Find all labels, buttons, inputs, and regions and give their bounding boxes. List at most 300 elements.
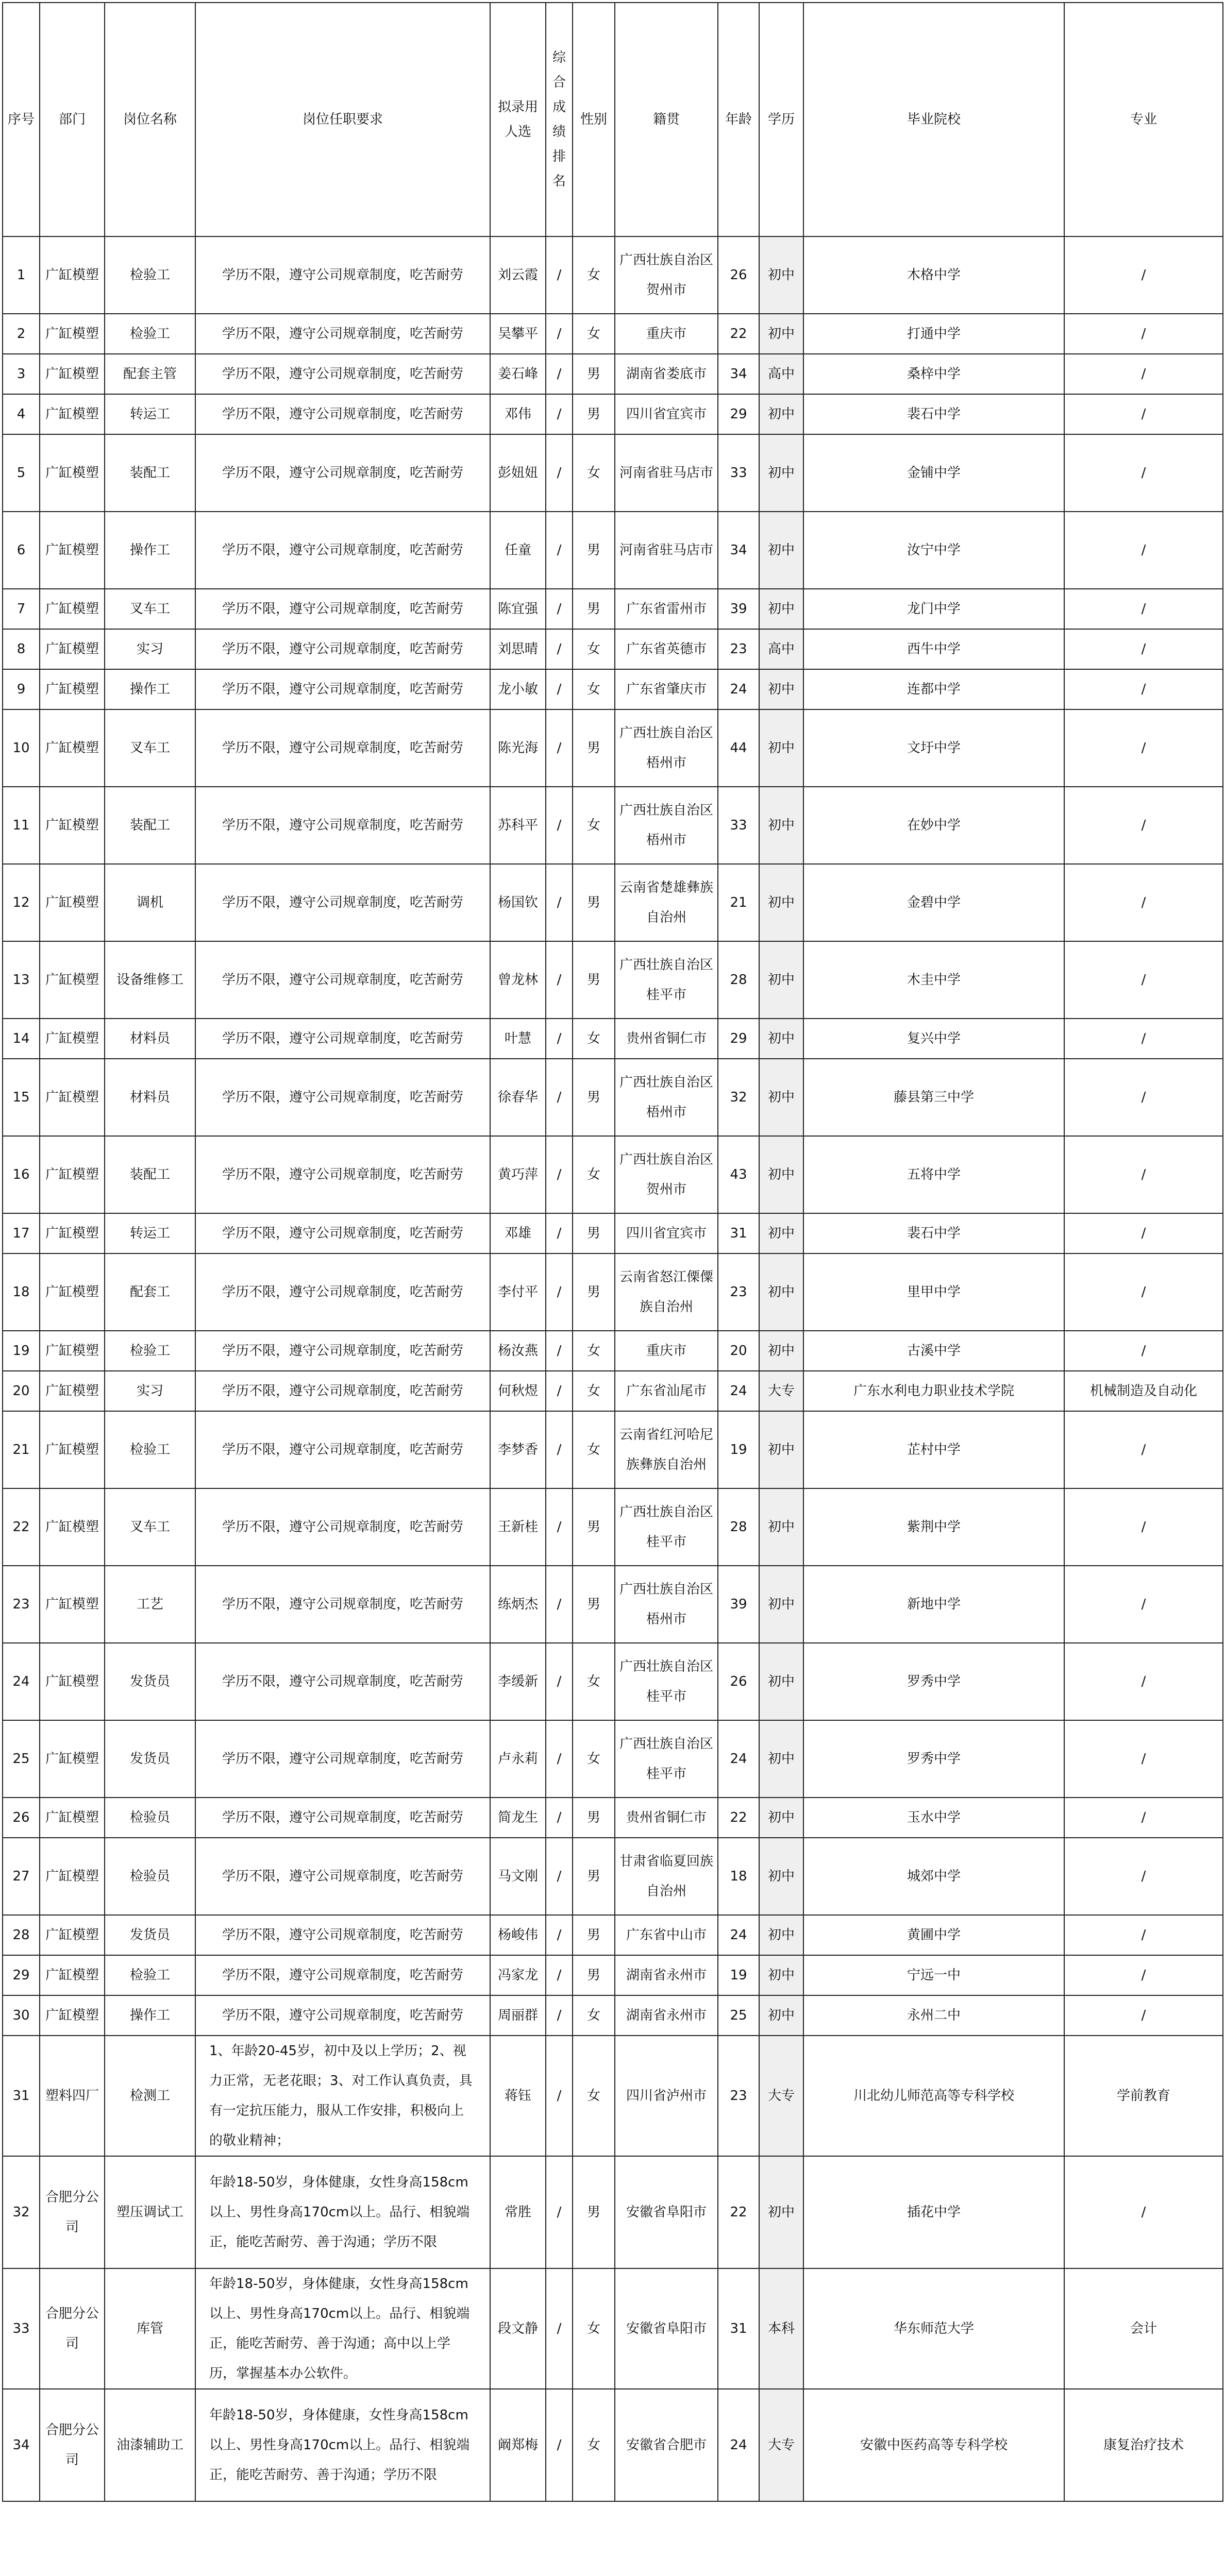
position-cell: 装配工 — [105, 787, 195, 864]
education-cell: 初中 — [759, 864, 803, 941]
requirements-cell: 学历不限，遵守公司规章制度，吃苦耐劳 — [195, 1720, 490, 1798]
candidate-cell: 黄巧萍 — [490, 1136, 546, 1213]
native-place-cell: 广西壮族自治区梧州市 — [615, 709, 718, 787]
gender-cell: 女 — [573, 2036, 615, 2156]
gender-cell: 男 — [573, 1798, 615, 1838]
table-row — [3, 709, 1223, 787]
department-cell: 广缸模塑 — [40, 1253, 105, 1331]
rank-cell: / — [546, 2156, 573, 2268]
position-cell: 设备维修工 — [105, 941, 195, 1019]
rank-cell: / — [546, 1331, 573, 1371]
school-cell: 罗秀中学 — [803, 1643, 1064, 1720]
major-cell: / — [1064, 1838, 1223, 1915]
table-row — [3, 1331, 1223, 1371]
native-place-cell: 湖南省娄底市 — [615, 354, 718, 394]
native-place-cell: 广西壮族自治区贺州市 — [615, 1136, 718, 1213]
rank-cell: / — [546, 394, 573, 434]
requirements-cell: 学历不限，遵守公司规章制度，吃苦耐劳 — [195, 1213, 490, 1253]
department-cell: 广缸模塑 — [40, 1566, 105, 1643]
table-row — [3, 1838, 1223, 1915]
native-place-cell: 广西壮族自治区梧州市 — [615, 1566, 718, 1643]
header-cell: 拟录用人选 — [490, 3, 546, 236]
position-cell: 检验工 — [105, 236, 195, 314]
education-cell: 初中 — [759, 1720, 803, 1798]
native-place-cell: 云南省楚雄彝族自治州 — [615, 864, 718, 941]
gender-cell: 女 — [573, 236, 615, 314]
school-cell: 裴石中学 — [803, 1213, 1064, 1253]
rank-cell: / — [546, 434, 573, 512]
age-cell: 31 — [718, 2268, 759, 2389]
native-place-cell: 广东省汕尾市 — [615, 1371, 718, 1411]
school-cell: 罗秀中学 — [803, 1720, 1064, 1798]
position-cell: 配套主管 — [105, 354, 195, 394]
candidate-cell: 李梦香 — [490, 1411, 546, 1488]
department-cell: 广缸模塑 — [40, 512, 105, 589]
education-cell: 初中 — [759, 1798, 803, 1838]
row-number-cell: 7 — [3, 589, 40, 629]
age-cell: 24 — [718, 1915, 759, 1955]
rank-cell: / — [546, 1643, 573, 1720]
requirements-cell: 学历不限，遵守公司规章制度，吃苦耐劳 — [195, 864, 490, 941]
row-number-cell: 33 — [3, 2268, 40, 2389]
native-place-cell: 河南省驻马店市 — [615, 434, 718, 512]
requirements-cell: 学历不限，遵守公司规章制度，吃苦耐劳 — [195, 709, 490, 787]
row-number-cell: 3 — [3, 354, 40, 394]
gender-cell: 男 — [573, 1488, 615, 1566]
requirements-cell: 学历不限，遵守公司规章制度，吃苦耐劳 — [195, 1955, 490, 1995]
gender-cell: 男 — [573, 512, 615, 589]
requirements-cell: 学历不限，遵守公司规章制度，吃苦耐劳 — [195, 1566, 490, 1643]
major-cell: 会计 — [1064, 2268, 1223, 2389]
age-cell: 33 — [718, 434, 759, 512]
row-number-cell: 20 — [3, 1371, 40, 1411]
age-cell: 43 — [718, 1136, 759, 1213]
school-cell: 古溪中学 — [803, 1331, 1064, 1371]
education-cell: 初中 — [759, 1253, 803, 1331]
department-cell: 广缸模塑 — [40, 1136, 105, 1213]
gender-cell: 女 — [573, 1331, 615, 1371]
requirements-cell: 学历不限，遵守公司规章制度，吃苦耐劳 — [195, 512, 490, 589]
age-cell: 22 — [718, 1798, 759, 1838]
rank-cell: / — [546, 629, 573, 669]
gender-cell: 女 — [573, 1643, 615, 1720]
major-cell: / — [1064, 629, 1223, 669]
rank-cell: / — [546, 236, 573, 314]
position-cell: 检验员 — [105, 1838, 195, 1915]
table-row — [3, 1720, 1223, 1798]
school-cell: 黄圃中学 — [803, 1915, 1064, 1955]
table-row — [3, 354, 1223, 394]
gender-cell: 女 — [573, 1371, 615, 1411]
rank-cell: / — [546, 1213, 573, 1253]
major-cell: / — [1064, 236, 1223, 314]
school-cell: 芷村中学 — [803, 1411, 1064, 1488]
age-cell: 29 — [718, 1019, 759, 1059]
header-cell: 综合成绩排名 — [546, 3, 573, 236]
row-number-cell: 4 — [3, 394, 40, 434]
candidate-cell: 王新桂 — [490, 1488, 546, 1566]
age-cell: 18 — [718, 1838, 759, 1915]
candidate-cell: 吴攀平 — [490, 314, 546, 354]
department-cell: 广缸模塑 — [40, 1488, 105, 1566]
position-cell: 检验工 — [105, 1955, 195, 1995]
department-cell: 广缸模塑 — [40, 1955, 105, 1995]
header-cell: 岗位名称 — [105, 3, 195, 236]
department-cell: 广缸模塑 — [40, 434, 105, 512]
department-cell: 广缸模塑 — [40, 314, 105, 354]
education-cell: 高中 — [759, 629, 803, 669]
row-number-cell: 30 — [3, 1995, 40, 2036]
native-place-cell: 广东省中山市 — [615, 1915, 718, 1955]
native-place-cell: 四川省泸州市 — [615, 2036, 718, 2156]
rank-cell: / — [546, 2268, 573, 2389]
age-cell: 44 — [718, 709, 759, 787]
rank-cell: / — [546, 2389, 573, 2501]
rank-cell: / — [546, 1798, 573, 1838]
table-row — [3, 629, 1223, 669]
row-number-cell: 25 — [3, 1720, 40, 1798]
candidate-cell: 刘云霞 — [490, 236, 546, 314]
row-number-cell: 10 — [3, 709, 40, 787]
major-cell: / — [1064, 864, 1223, 941]
department-cell: 广缸模塑 — [40, 669, 105, 709]
table-row — [3, 1643, 1223, 1720]
department-cell: 广缸模塑 — [40, 1213, 105, 1253]
candidate-cell: 邓雄 — [490, 1213, 546, 1253]
native-place-cell: 四川省宜宾市 — [615, 394, 718, 434]
education-cell: 本科 — [759, 2268, 803, 2389]
candidate-cell: 姜石峰 — [490, 354, 546, 394]
school-cell: 木格中学 — [803, 236, 1064, 314]
candidate-cell: 陈宜强 — [490, 589, 546, 629]
major-cell: 机械制造及自动化 — [1064, 1371, 1223, 1411]
table-row — [3, 1488, 1223, 1566]
education-cell: 初中 — [759, 434, 803, 512]
education-cell: 初中 — [759, 1136, 803, 1213]
gender-cell: 男 — [573, 1253, 615, 1331]
header-cell: 专业 — [1064, 3, 1223, 236]
row-number-cell: 16 — [3, 1136, 40, 1213]
row-number-cell: 11 — [3, 787, 40, 864]
rank-cell: / — [546, 709, 573, 787]
candidate-cell: 段文静 — [490, 2268, 546, 2389]
candidate-cell: 简龙生 — [490, 1798, 546, 1838]
school-cell: 玉水中学 — [803, 1798, 1064, 1838]
candidate-cell: 马文刚 — [490, 1838, 546, 1915]
education-cell: 初中 — [759, 394, 803, 434]
education-cell: 初中 — [759, 941, 803, 1019]
major-cell: / — [1064, 1798, 1223, 1838]
age-cell: 29 — [718, 394, 759, 434]
position-cell: 叉车工 — [105, 1488, 195, 1566]
position-cell: 操作工 — [105, 669, 195, 709]
requirements-cell: 1、年龄20-45岁，初中及以上学历；2、视力正常，无老花眼；3、对工作认真负责，具有一定抗压能力，服从工作安排，积极向上的敬业精神； — [195, 2036, 490, 2156]
department-cell: 广缸模塑 — [40, 1643, 105, 1720]
row-number-cell: 18 — [3, 1253, 40, 1331]
rank-cell: / — [546, 1411, 573, 1488]
requirements-cell: 年龄18-50岁，身体健康，女性身高158cm以上、男性身高170cm以上。品行、相貌端正，能吃苦耐劳、善于沟通；高中以上学历，掌握基本办公软件。 — [195, 2268, 490, 2389]
native-place-cell: 安徽省阜阳市 — [615, 2156, 718, 2268]
row-number-cell: 19 — [3, 1331, 40, 1371]
rank-cell: / — [546, 354, 573, 394]
school-cell: 紫荆中学 — [803, 1488, 1064, 1566]
school-cell: 木圭中学 — [803, 941, 1064, 1019]
school-cell: 城郊中学 — [803, 1838, 1064, 1915]
native-place-cell: 广西壮族自治区梧州市 — [615, 787, 718, 864]
education-cell: 初中 — [759, 512, 803, 589]
native-place-cell: 贵州省铜仁市 — [615, 1798, 718, 1838]
header-cell: 部门 — [40, 3, 105, 236]
age-cell: 31 — [718, 1213, 759, 1253]
school-cell: 新地中学 — [803, 1566, 1064, 1643]
age-cell: 21 — [718, 864, 759, 941]
major-cell: / — [1064, 1213, 1223, 1253]
native-place-cell: 广东省雷州市 — [615, 589, 718, 629]
education-cell: 初中 — [759, 1643, 803, 1720]
header-cell: 岗位任职要求 — [195, 3, 490, 236]
requirements-cell: 学历不限，遵守公司规章制度，吃苦耐劳 — [195, 1019, 490, 1059]
rank-cell: / — [546, 589, 573, 629]
candidate-cell: 邓伟 — [490, 394, 546, 434]
position-cell: 叉车工 — [105, 709, 195, 787]
school-cell: 汝宁中学 — [803, 512, 1064, 589]
rank-cell: / — [546, 1371, 573, 1411]
age-cell: 28 — [718, 941, 759, 1019]
table-row — [3, 2268, 1223, 2389]
position-cell: 配套工 — [105, 1253, 195, 1331]
requirements-cell: 学历不限，遵守公司规章制度，吃苦耐劳 — [195, 1488, 490, 1566]
department-cell: 广缸模塑 — [40, 1720, 105, 1798]
department-cell: 广缸模塑 — [40, 589, 105, 629]
position-cell: 检测工 — [105, 2036, 195, 2156]
candidate-cell: 杨汝燕 — [490, 1331, 546, 1371]
gender-cell: 男 — [573, 864, 615, 941]
major-cell: / — [1064, 1136, 1223, 1213]
candidate-cell: 杨峻伟 — [490, 1915, 546, 1955]
requirements-cell: 学历不限，遵守公司规章制度，吃苦耐劳 — [195, 1253, 490, 1331]
row-number-cell: 26 — [3, 1798, 40, 1838]
rank-cell: / — [546, 1838, 573, 1915]
education-cell: 初中 — [759, 1059, 803, 1136]
age-cell: 22 — [718, 314, 759, 354]
table-row — [3, 2389, 1223, 2501]
school-cell: 文圩中学 — [803, 709, 1064, 787]
department-cell: 广缸模塑 — [40, 629, 105, 669]
major-cell: / — [1064, 1720, 1223, 1798]
position-cell: 发货员 — [105, 1643, 195, 1720]
school-cell: 复兴中学 — [803, 1019, 1064, 1059]
row-number-cell: 22 — [3, 1488, 40, 1566]
school-cell: 西牛中学 — [803, 629, 1064, 669]
age-cell: 22 — [718, 2156, 759, 2268]
native-place-cell: 广东省英德市 — [615, 629, 718, 669]
age-cell: 24 — [718, 669, 759, 709]
department-cell: 合肥分公司 — [40, 2156, 105, 2268]
department-cell: 广缸模塑 — [40, 864, 105, 941]
native-place-cell: 广西壮族自治区桂平市 — [615, 1720, 718, 1798]
table-row — [3, 864, 1223, 941]
rank-cell: / — [546, 1019, 573, 1059]
candidate-cell: 彭妞妞 — [490, 434, 546, 512]
gender-cell: 女 — [573, 629, 615, 669]
department-cell: 广缸模塑 — [40, 1915, 105, 1955]
table-row — [3, 1411, 1223, 1488]
header-row — [3, 3, 1223, 236]
table-row — [3, 669, 1223, 709]
education-cell: 初中 — [759, 787, 803, 864]
rank-cell: / — [546, 512, 573, 589]
education-cell: 初中 — [759, 709, 803, 787]
table-body — [3, 236, 1223, 2501]
age-cell: 32 — [718, 1059, 759, 1136]
department-cell: 广缸模塑 — [40, 1995, 105, 2036]
department-cell: 广缸模塑 — [40, 1331, 105, 1371]
major-cell: / — [1064, 589, 1223, 629]
education-cell: 初中 — [759, 1019, 803, 1059]
requirements-cell: 年龄18-50岁，身体健康，女性身高158cm以上、男性身高170cm以上。品行、相貌端正，能吃苦耐劳、善于沟通；学历不限 — [195, 2389, 490, 2501]
rank-cell: / — [546, 1720, 573, 1798]
candidate-cell: 刘思晴 — [490, 629, 546, 669]
native-place-cell: 湖南省永州市 — [615, 1955, 718, 1995]
department-cell: 广缸模塑 — [40, 941, 105, 1019]
row-number-cell: 9 — [3, 669, 40, 709]
school-cell: 永州二中 — [803, 1995, 1064, 2036]
requirements-cell: 学历不限，遵守公司规章制度，吃苦耐劳 — [195, 394, 490, 434]
rank-cell: / — [546, 1488, 573, 1566]
row-number-cell: 8 — [3, 629, 40, 669]
candidate-cell: 杨国钦 — [490, 864, 546, 941]
requirements-cell: 学历不限，遵守公司规章制度，吃苦耐劳 — [195, 941, 490, 1019]
education-cell: 初中 — [759, 1838, 803, 1915]
position-cell: 发货员 — [105, 1720, 195, 1798]
requirements-cell: 学历不限，遵守公司规章制度，吃苦耐劳 — [195, 314, 490, 354]
requirements-cell: 学历不限，遵守公司规章制度，吃苦耐劳 — [195, 1915, 490, 1955]
department-cell: 广缸模塑 — [40, 709, 105, 787]
department-cell: 广缸模塑 — [40, 1411, 105, 1488]
age-cell: 20 — [718, 1331, 759, 1371]
position-cell: 装配工 — [105, 1136, 195, 1213]
education-cell: 初中 — [759, 1566, 803, 1643]
native-place-cell: 四川省宜宾市 — [615, 1213, 718, 1253]
position-cell: 材料员 — [105, 1059, 195, 1136]
major-cell: / — [1064, 1643, 1223, 1720]
position-cell: 库管 — [105, 2268, 195, 2389]
native-place-cell: 河南省驻马店市 — [615, 512, 718, 589]
position-cell: 油漆辅助工 — [105, 2389, 195, 2501]
education-cell: 初中 — [759, 1995, 803, 2036]
major-cell: / — [1064, 709, 1223, 787]
candidate-cell: 蒋钰 — [490, 2036, 546, 2156]
requirements-cell: 学历不限，遵守公司规章制度，吃苦耐劳 — [195, 1995, 490, 2036]
rank-cell: / — [546, 1253, 573, 1331]
table-row — [3, 1566, 1223, 1643]
school-cell: 安徽中医药高等专科学校 — [803, 2389, 1064, 2501]
department-cell: 广缸模塑 — [40, 787, 105, 864]
requirements-cell: 学历不限，遵守公司规章制度，吃苦耐劳 — [195, 1136, 490, 1213]
header-cell: 毕业院校 — [803, 3, 1064, 236]
candidate-cell: 阚郑梅 — [490, 2389, 546, 2501]
position-cell: 检验工 — [105, 1411, 195, 1488]
education-cell: 初中 — [759, 1213, 803, 1253]
table-row — [3, 1798, 1223, 1838]
school-cell: 在妙中学 — [803, 787, 1064, 864]
gender-cell: 女 — [573, 787, 615, 864]
gender-cell: 女 — [573, 2389, 615, 2501]
position-cell: 转运工 — [105, 394, 195, 434]
rank-cell: / — [546, 1955, 573, 1995]
major-cell: / — [1064, 1411, 1223, 1488]
position-cell: 塑压调试工 — [105, 2156, 195, 2268]
header-cell: 序号 — [3, 3, 40, 236]
native-place-cell: 云南省怒江傈僳族自治州 — [615, 1253, 718, 1331]
native-place-cell: 广西壮族自治区桂平市 — [615, 941, 718, 1019]
candidate-cell: 卢永莉 — [490, 1720, 546, 1798]
gender-cell: 女 — [573, 1995, 615, 2036]
row-number-cell: 31 — [3, 2036, 40, 2156]
table-row — [3, 512, 1223, 589]
native-place-cell: 云南省红河哈尼族彝族自治州 — [615, 1411, 718, 1488]
position-cell: 叉车工 — [105, 589, 195, 629]
gender-cell: 男 — [573, 1955, 615, 1995]
gender-cell: 男 — [573, 1213, 615, 1253]
education-cell: 初中 — [759, 1955, 803, 1995]
education-cell: 初中 — [759, 1331, 803, 1371]
document-page — [2, 2, 1223, 2502]
native-place-cell: 重庆市 — [615, 1331, 718, 1371]
major-cell: / — [1064, 1331, 1223, 1371]
position-cell: 发货员 — [105, 1915, 195, 1955]
rank-cell: / — [546, 2036, 573, 2156]
native-place-cell: 广西壮族自治区梧州市 — [615, 1059, 718, 1136]
rank-cell: / — [546, 787, 573, 864]
requirements-cell: 学历不限，遵守公司规章制度，吃苦耐劳 — [195, 236, 490, 314]
candidate-cell: 何秋煜 — [490, 1371, 546, 1411]
row-number-cell: 24 — [3, 1643, 40, 1720]
department-cell: 广缸模塑 — [40, 1798, 105, 1838]
row-number-cell: 29 — [3, 1955, 40, 1995]
education-cell: 初中 — [759, 1915, 803, 1955]
candidate-cell: 曾龙林 — [490, 941, 546, 1019]
rank-cell: / — [546, 1136, 573, 1213]
school-cell: 龙门中学 — [803, 589, 1064, 629]
rank-cell: / — [546, 864, 573, 941]
department-cell: 合肥分公司 — [40, 2268, 105, 2389]
education-cell: 初中 — [759, 236, 803, 314]
major-cell: 学前教育 — [1064, 2036, 1223, 2156]
major-cell: / — [1064, 1253, 1223, 1331]
table-row — [3, 1213, 1223, 1253]
header-cell: 籍贯 — [615, 3, 718, 236]
row-number-cell: 23 — [3, 1566, 40, 1643]
major-cell: / — [1064, 512, 1223, 589]
gender-cell: 女 — [573, 434, 615, 512]
candidate-cell: 周丽群 — [490, 1995, 546, 2036]
row-number-cell: 28 — [3, 1915, 40, 1955]
gender-cell: 女 — [573, 314, 615, 354]
position-cell: 实习 — [105, 1371, 195, 1411]
candidate-cell: 徐春华 — [490, 1059, 546, 1136]
rank-cell: / — [546, 1059, 573, 1136]
table-row — [3, 1915, 1223, 1955]
gender-cell: 男 — [573, 2156, 615, 2268]
major-cell: / — [1064, 354, 1223, 394]
position-cell: 材料员 — [105, 1019, 195, 1059]
gender-cell: 男 — [573, 354, 615, 394]
requirements-cell: 学历不限，遵守公司规章制度，吃苦耐劳 — [195, 1798, 490, 1838]
education-cell: 初中 — [759, 314, 803, 354]
position-cell: 检验工 — [105, 314, 195, 354]
school-cell: 裴石中学 — [803, 394, 1064, 434]
